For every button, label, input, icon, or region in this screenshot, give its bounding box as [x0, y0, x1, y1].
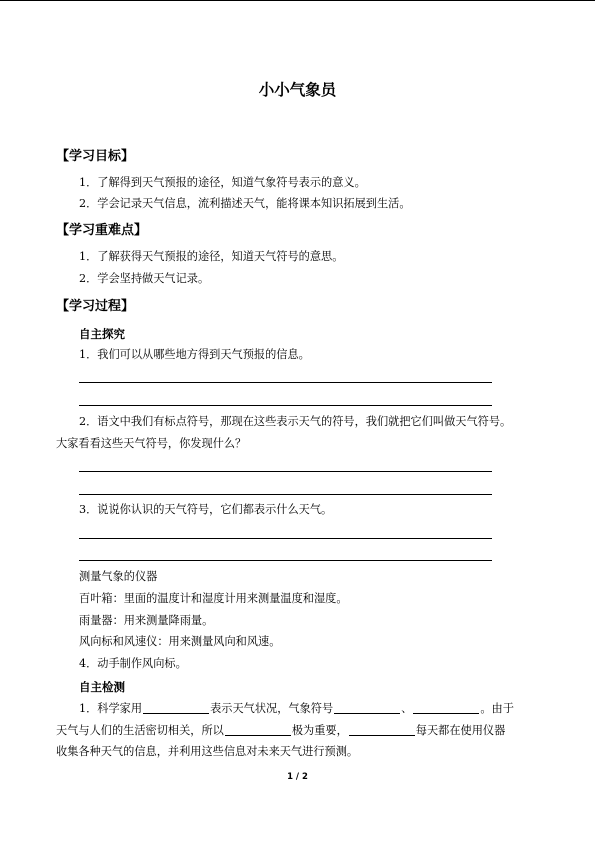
goal-item-1: 1．了解得到天气预报的途径，知道气象符号表示的意义。 — [79, 176, 366, 189]
check-text: 天气与人们的生活密切相关，所以 — [56, 724, 224, 737]
answer-line — [79, 471, 492, 472]
fill-blank[interactable] — [413, 701, 479, 714]
fill-blank[interactable] — [225, 723, 291, 736]
key-point-item-1: 1．了解获得天气预报的途径，知道天气符号的意思。 — [79, 250, 344, 263]
page-top-border — [0, 0, 595, 1]
page-title: 小小气象员 — [258, 81, 337, 99]
heading-learning-process: 【学习过程】 — [56, 299, 135, 314]
answer-line — [79, 560, 492, 561]
fill-blank[interactable] — [143, 701, 209, 714]
fill-blank[interactable] — [334, 701, 400, 714]
question-2-line-1: 2．语文中我们有标点符号，那现在这些表示天气的符号，我们就把它们叫做天气符号。 — [79, 415, 512, 428]
heading-learning-goals: 【学习目标】 — [56, 149, 135, 164]
key-point-item-2: 2．学会坚持做天气记录。 — [79, 272, 210, 285]
answer-line — [79, 538, 492, 539]
check-text: 。由于 — [480, 702, 514, 715]
answer-line — [79, 494, 492, 495]
question-1: 1．我们可以从哪些地方得到天气预报的信息。 — [79, 348, 310, 361]
check-text: 1．科学家用 — [79, 702, 143, 715]
instrument-rain-gauge: 雨量器：用来测量降雨量。 — [79, 614, 214, 627]
subheading-self-explore: 自主探究 — [79, 327, 125, 341]
instruments-title: 测量气象的仪器 — [79, 570, 158, 583]
question-3: 3．说说你认识的天气符号，它们都表示什么天气。 — [79, 503, 333, 516]
goal-item-2: 2．学会记录天气信息，流利描述天气，能将课本知识拓展到生活。 — [79, 197, 411, 210]
check-question-line-2 — [56, 723, 505, 738]
question-4: 4．动手制作风向标。 — [79, 657, 187, 670]
check-text: 极为重要， — [291, 724, 348, 737]
instrument-louver-box: 百叶箱：里面的温度计和湿度计用来测量温度和湿度。 — [79, 592, 348, 605]
subheading-self-check: 自主检测 — [79, 680, 125, 694]
fill-blank[interactable] — [349, 723, 415, 736]
check-text: 每天都在使用仪器 — [415, 724, 506, 737]
instrument-wind-vane: 风向标和风速仪：用来测量风向和风速。 — [79, 635, 281, 648]
check-text: 、 — [401, 702, 413, 715]
page-number: 1 / 2 — [287, 772, 308, 782]
check-question-line-3: 收集各种天气的信息，并利用这些信息对未来天气进行预测。 — [56, 745, 359, 758]
answer-line — [79, 382, 492, 383]
question-2-line-2: 大家看看这些天气符号，你发现什么？ — [56, 437, 247, 450]
answer-line — [79, 405, 492, 406]
heading-key-points: 【学习重难点】 — [56, 223, 148, 238]
check-question-line-1 — [79, 701, 514, 716]
check-text: 表示天气状况，气象符号 — [210, 702, 334, 715]
